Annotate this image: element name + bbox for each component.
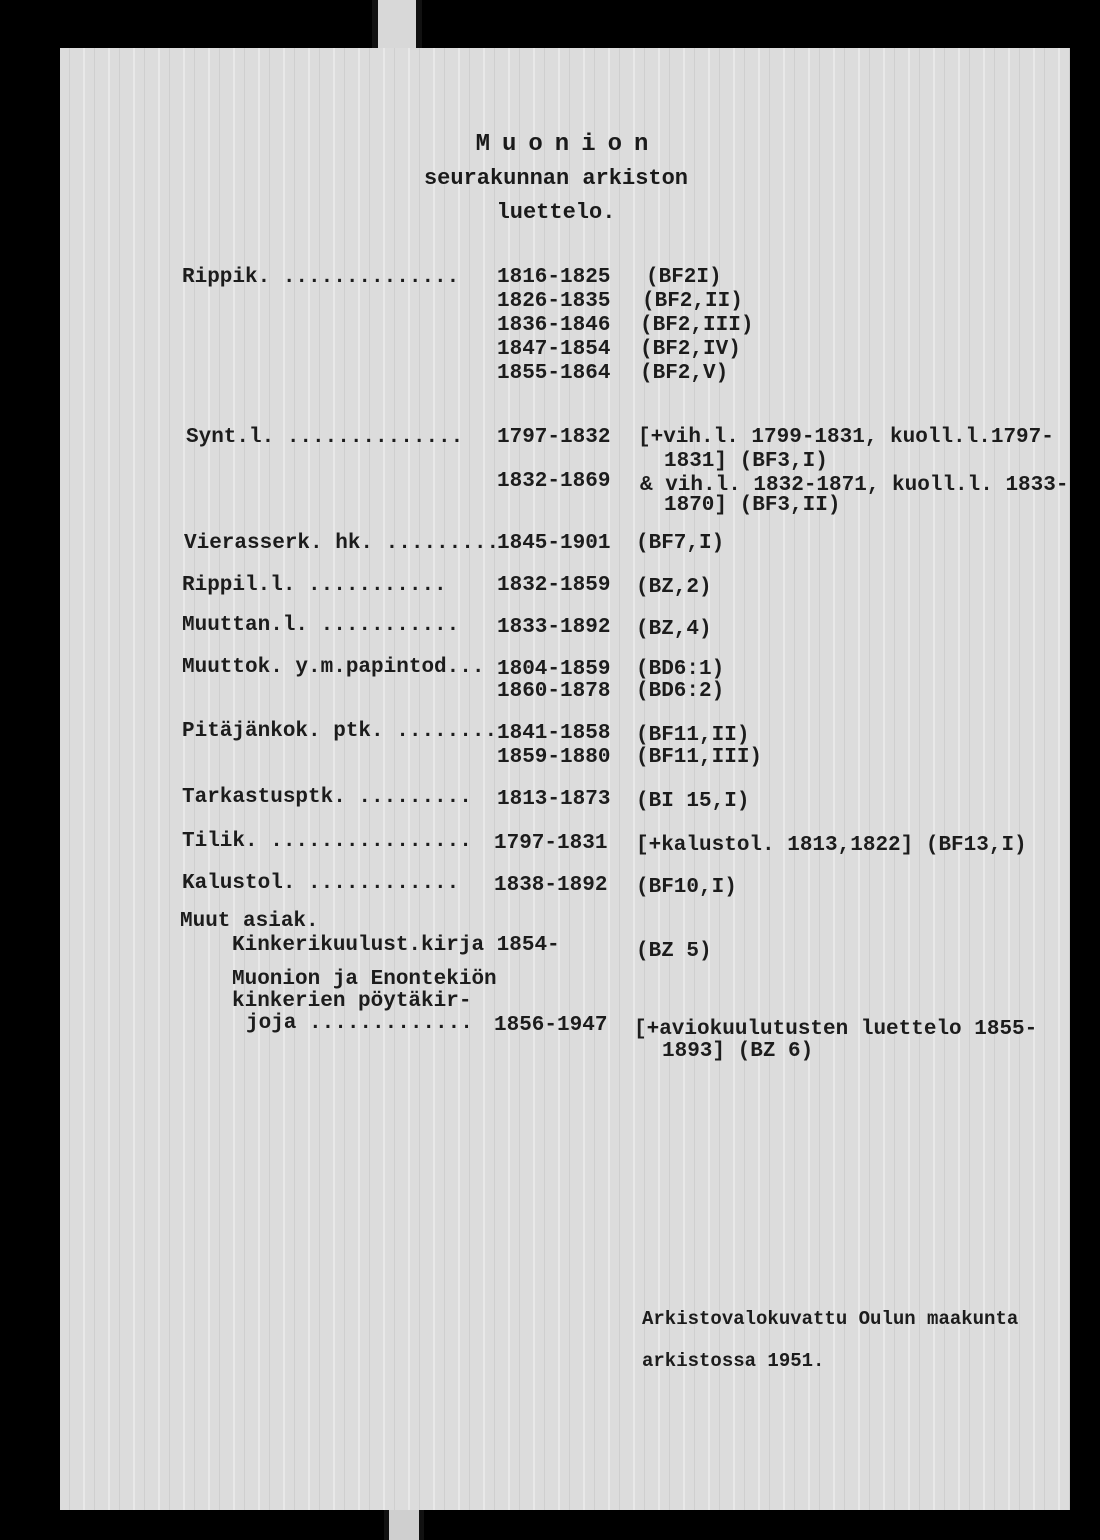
other-item-note: (BZ 5): [636, 940, 712, 963]
other-item-label: Kinkerikuulust.kirja 1854-: [232, 934, 560, 957]
entry-note: (BI 15,I): [636, 790, 750, 813]
entry-label: Pitäjänkok. ptk. ........: [182, 720, 498, 743]
entry-label: Vierasserk. hk. .........: [184, 532, 500, 555]
title-main: Muonion: [475, 131, 661, 158]
entry-note: (BF11,II): [636, 724, 750, 747]
entry-label: Kalustol. ............: [182, 872, 460, 895]
entry-years: 1832-1869: [497, 470, 611, 493]
entry-note: (BD6:1): [636, 658, 725, 681]
entry-years: 1841-1858: [497, 722, 611, 745]
entry-label: Rippik. ..............: [182, 266, 460, 289]
stamp-line-2: arkistossa 1951.: [642, 1350, 825, 1372]
other-item-line: kinkerien pöytäkir-: [232, 990, 472, 1013]
other-item-years: 1856-1947: [494, 1014, 608, 1037]
archive-stamp: [642, 1298, 1018, 1382]
other-item-note: [+aviokuulutusten luettelo 1855-: [634, 1018, 1038, 1041]
entry-note-cont: 1831] (BF3,I): [664, 450, 828, 473]
other-item-note-cont: 1893] (BZ 6): [662, 1040, 814, 1063]
entry-note: (BF2,V): [640, 362, 729, 385]
entry-note: (BD6:2): [636, 680, 725, 703]
entry-note: & vih.l. 1832-1871, kuoll.l. 1833-: [640, 474, 1069, 497]
title-sub: seurakunnan arkiston: [423, 166, 689, 191]
entry-note: (BF2,II): [642, 290, 743, 313]
entry-note: (BF2,IV): [640, 338, 741, 361]
entry-years: 1845-1901: [497, 532, 611, 555]
entry-years: 1855-1864: [497, 362, 611, 385]
title-sub2: luettelo.: [496, 200, 616, 225]
entry-years: 1797-1831: [494, 832, 608, 855]
entry-years: 1797-1832: [497, 426, 611, 449]
entry-years: 1838-1892: [494, 874, 608, 897]
entry-note: [+kalustol. 1813,1822] (BF13,I): [636, 834, 1027, 857]
entry-note: (BF7,I): [636, 532, 725, 555]
entry-note: (BZ,2): [636, 576, 712, 599]
entry-years: 1836-1846: [497, 314, 611, 337]
entry-label: Tilik. ................: [182, 830, 472, 853]
entry-note: (BF11,III): [636, 746, 763, 769]
entry-note: (BF10,I): [636, 876, 737, 899]
entry-years: 1859-1880: [497, 746, 611, 769]
other-heading: Muut asiak.: [180, 910, 319, 933]
entry-note: (BZ,4): [636, 618, 712, 641]
entry-label: Tarkastusptk. .........: [182, 786, 472, 809]
entry-note: [+vih.l. 1799-1831, kuoll.l.1797-: [638, 426, 1054, 449]
entry-years: 1826-1835: [497, 290, 611, 313]
entry-label: Synt.l. ..............: [186, 426, 464, 449]
entry-years: 1832-1859: [497, 574, 611, 597]
entry-note-cont: 1870] (BF3,II): [664, 494, 841, 517]
entry-years: 1813-1873: [497, 788, 611, 811]
entry-label: Rippil.l. ...........: [182, 574, 447, 597]
entry-label: Muuttok. y.m.papintod...: [182, 656, 485, 679]
entry-years: 1860-1878: [497, 680, 611, 703]
other-item-line: Muonion ja Enontekiön: [232, 968, 497, 991]
stamp-line-1: Arkistovalokuvattu Oulun maakunta: [642, 1308, 1019, 1330]
entry-years: 1833-1892: [497, 616, 611, 639]
entry-years: 1816-1825: [497, 266, 611, 289]
entry-note: (BF2I): [646, 266, 722, 289]
entry-years: 1804-1859: [497, 658, 611, 681]
entry-note: (BF2,III): [640, 314, 754, 337]
entry-years: 1847-1854: [497, 338, 611, 361]
other-item-line: joja .............: [246, 1012, 473, 1035]
entry-label: Muuttan.l. ...........: [182, 614, 460, 637]
